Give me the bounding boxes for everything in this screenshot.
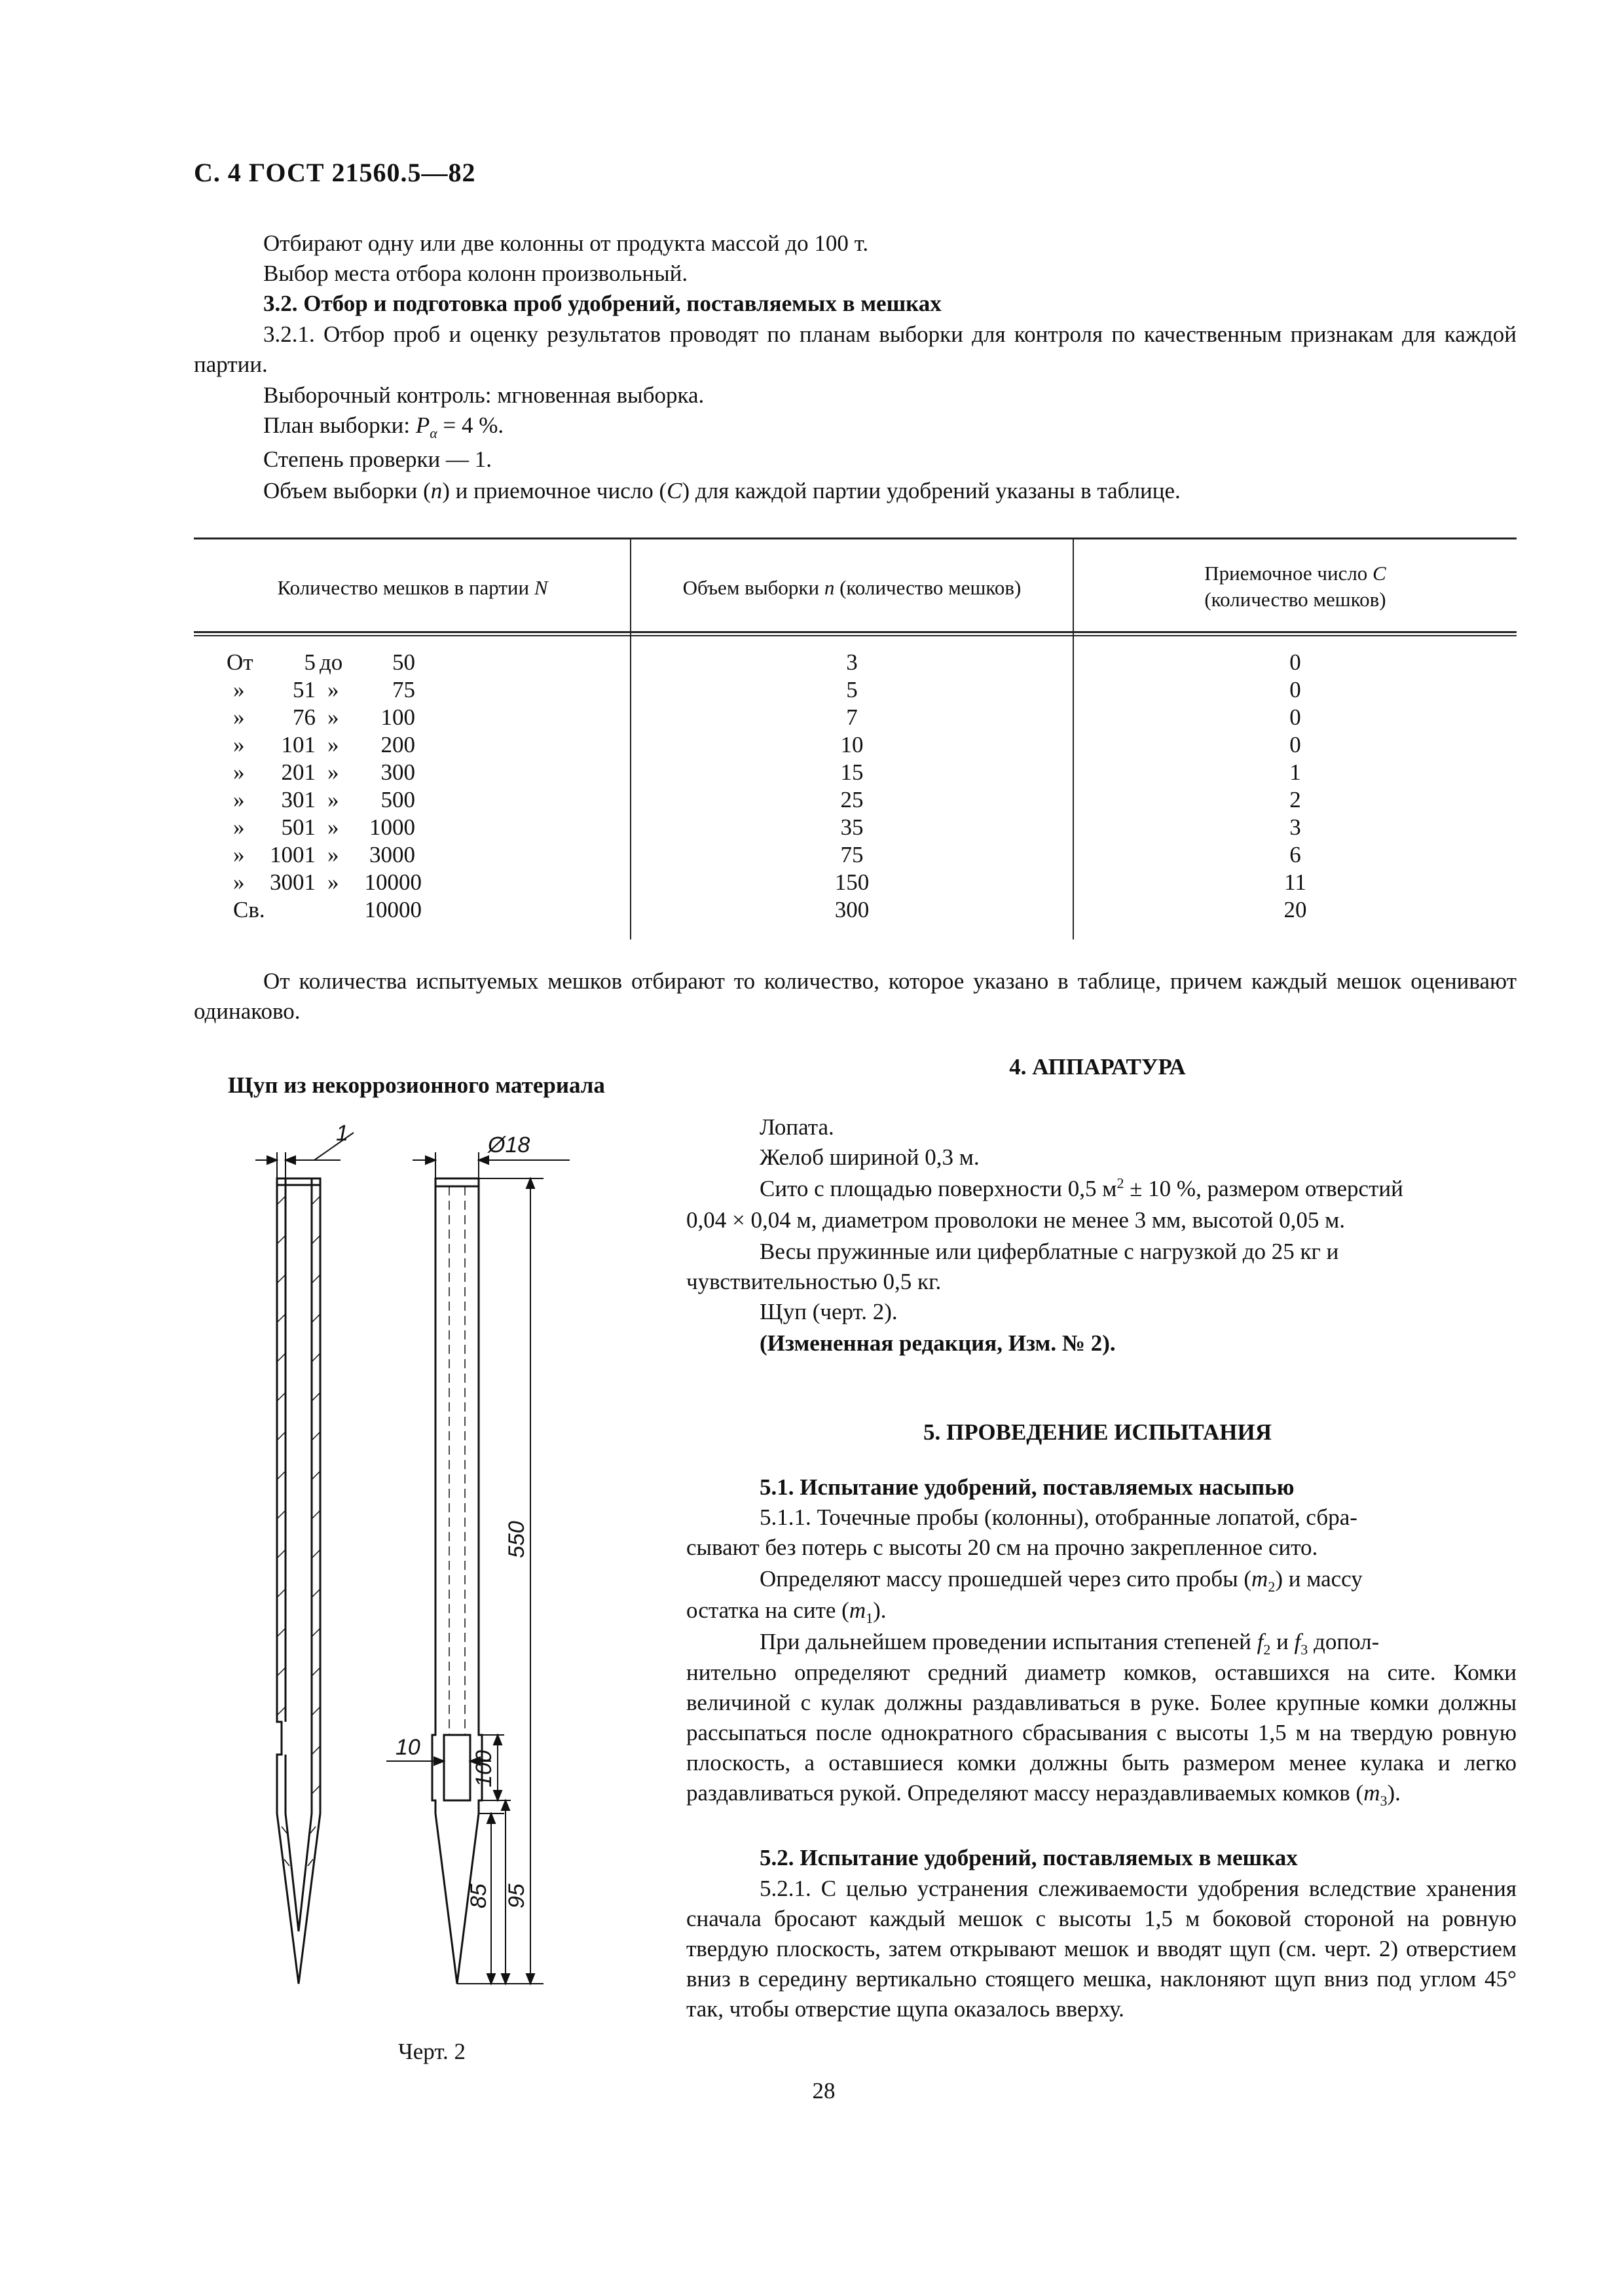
- table-header-rule: [194, 631, 1517, 633]
- dimension-diameter: Ø18: [488, 1133, 530, 1157]
- table-row: » 301 » 500: [233, 787, 415, 812]
- equipment-sieve-1: Сито с площадью поверхности 0,5 $м^2 \pm 10$ %, размером отверстий: [760, 1175, 1403, 1201]
- table-row: » 51 » 75: [233, 677, 415, 702]
- paragraph-5-1-1-line-1: 5.1.1. Точечные пробы (колонны), отобранные лопатой, сбра-: [760, 1504, 1357, 1530]
- paragraph-5-1-2-line-1: Определяют массу прошедшей через сито пробы $(m_2)$ и массу: [760, 1566, 1363, 1595]
- table-row: » 501 » 1000: [233, 814, 415, 840]
- table-row: » 76 » 100: [233, 704, 415, 730]
- table-column-acceptance: [1075, 649, 1515, 924]
- table-cell: 3: [846, 649, 858, 675]
- paragraph-5-1-2-line-2: остатка на сите $(m_1)$.: [686, 1597, 887, 1626]
- paragraph-5-1-3-body: нительно определяют средний диаметр комков, оставшихся на сите. Комки величиной с кулак должны раздавливаться в руке. Более крупные комки должны рассыпаться после однократного сбрасывания с высоты 1,5 м на твердую ровную плоскость, а оставшиеся комки должны быть размером менее кулака и легко раздавливаться рукой. Определяют массу нераздавливаемых комков $(m_3)$.: [686, 1660, 1517, 1809]
- table-cell: 1: [1289, 759, 1301, 785]
- probe-slot: [444, 1735, 470, 1800]
- table-cell: 0: [1289, 704, 1301, 730]
- table-row: » 201 » 300: [233, 759, 415, 785]
- section-5-1-heading: 5.1. Испытание удобрений, поставляемых насыпью: [760, 1474, 1295, 1500]
- table-cell: 75: [840, 842, 864, 867]
- table-cell: 7: [846, 704, 858, 730]
- table-cell: 20: [1283, 897, 1307, 922]
- intro-line-2: Выбор места отбора колонн произвольный.: [263, 261, 688, 286]
- table-row: » 3001 » 10000: [233, 869, 422, 895]
- paragraph-3-2-1: 3.2.1. Отбор проб и оценку результатов проводят по планам выборки для контроля по качественным признакам для каждой партии.: [194, 321, 1517, 377]
- table-cell: 11: [1284, 869, 1306, 895]
- table-cell: 300: [834, 897, 870, 922]
- section-4-heading: 4. АППАРАТУРА: [1009, 1054, 1186, 1080]
- sampling-plan: План выборки: $P_\alpha = 4$ %.: [263, 412, 504, 441]
- dimension-85: 85: [466, 1884, 491, 1908]
- after-table-paragraph: От количества испытуемых мешков отбирают то количество, которое указано в таблице, причем каждый мешок оценивают одинаково.: [194, 968, 1517, 1024]
- table-row: » 1001 » 3000: [233, 842, 415, 867]
- table-divider-2: [1073, 539, 1074, 939]
- probe-section-inner: [286, 1178, 312, 1813]
- dimension-wall: 1: [336, 1121, 348, 1146]
- table-divider-1: [630, 539, 631, 939]
- table-row: » 101 » 200: [233, 732, 415, 757]
- dimension-95: 95: [504, 1884, 529, 1908]
- amended-edition-note: (Измененная редакция, Изм. № 2).: [760, 1330, 1116, 1356]
- table-cell: 6: [1289, 842, 1301, 867]
- probe-drawing: [216, 1113, 635, 2016]
- section-3-2-heading: 3.2. Отбор и подготовка проб удобрений, поставляемых в мешках: [263, 291, 942, 316]
- probe-section-outline: [277, 1178, 320, 1984]
- paragraph-5-2-1: 5.2.1. С целью устранения слеживаемости удобрения вследствие хранения сначала бросают каждый мешок с высоты 1,5 м боковой стороной на ровную твердую плоскость, затем открывают мешок и вводят щуп (см. черт. 2) отверстием вниз в середину вертикально стоящего мешка, наклоняют щуп вниз под углом 45° так, чтобы отверстие щупа оказалось вверху.: [686, 1876, 1517, 2022]
- equipment-chute: Желоб шириной 0,3 м.: [760, 1144, 980, 1170]
- paragraph-5-1-3-line-1: При дальнейшем проведении испытания степеней $f_2$ и $f_3$ допол-: [760, 1629, 1380, 1658]
- figure-title: Щуп из некоррозионного материала: [228, 1072, 605, 1098]
- equipment-probe: Щуп (черт. 2).: [760, 1299, 898, 1324]
- table-cell: 3: [1289, 814, 1301, 840]
- table-cell: 15: [840, 759, 864, 785]
- section-5-heading: 5. ПРОВЕДЕНИЕ ИСПЫТАНИЯ: [923, 1419, 1272, 1445]
- equipment-scales-2: чувствительностью 0,5 кг.: [686, 1269, 942, 1294]
- table-cell: 150: [834, 869, 870, 895]
- table-top-rule: [194, 538, 1517, 539]
- sample-volume-note: Объем выборки (n) и приемочное число (C) для каждой партии удобрений указаны в таблице.: [263, 478, 1181, 503]
- section-5-2-heading: 5.2. Испытание удобрений, поставляемых в мешках: [760, 1845, 1298, 1870]
- page-number: 28: [812, 2078, 836, 2104]
- dimension-slot-width: 10: [396, 1735, 420, 1760]
- intro-line-1: Отбирают одну или две колонны от продукта массой до 100 т.: [263, 230, 869, 256]
- table-column-sample-size: [633, 649, 1071, 924]
- figure-caption: Черт. 2: [398, 2039, 466, 2064]
- page-header: С. 4 ГОСТ 21560.5—82: [194, 158, 476, 187]
- table-column-lot-size: [0, 649, 629, 924]
- sampling-control: Выборочный контроль: мгновенная выборка.: [263, 382, 705, 408]
- dimension-slot-height: 100: [471, 1750, 496, 1787]
- table-cell: 2: [1289, 787, 1301, 812]
- probe-external-outline: [432, 1178, 482, 1984]
- table-header-rule-2: [194, 635, 1517, 636]
- table-cell: 0: [1289, 677, 1301, 702]
- equipment-sieve-2: 0,04 × 0,04 м, диаметром проволоки не менее 3 мм, высотой 0,05 м.: [686, 1207, 1345, 1233]
- table-cell: 25: [840, 787, 864, 812]
- table-cell: 10: [840, 732, 864, 757]
- equipment-scales-1: Весы пружинные или циферблатные с нагрузкой до 25 кг и: [760, 1239, 1339, 1264]
- paragraph-5-1-1-line-2: сывают без потерь с высоты 20 см на прочно закрепленное сито.: [686, 1535, 1318, 1560]
- dimension-length: 550: [504, 1521, 529, 1558]
- table-cell: 35: [840, 814, 864, 840]
- table-cell: 0: [1289, 649, 1301, 675]
- table-row: От 5 до 50: [227, 649, 415, 675]
- table-row: Св. 10000: [233, 897, 422, 922]
- table-header-acceptance-number: Приемочное число C (количество мешков): [1204, 562, 1386, 611]
- table-cell: 0: [1289, 732, 1301, 757]
- inspection-degree: Степень проверки — 1.: [263, 446, 492, 472]
- table-header-lot-size: Количество мешков в партии N: [277, 576, 548, 599]
- table-header-sample-size: Объем выборки n (количество мешков): [682, 576, 1022, 599]
- table-cell: 5: [846, 677, 858, 702]
- equipment-shovel: Лопата.: [760, 1114, 834, 1140]
